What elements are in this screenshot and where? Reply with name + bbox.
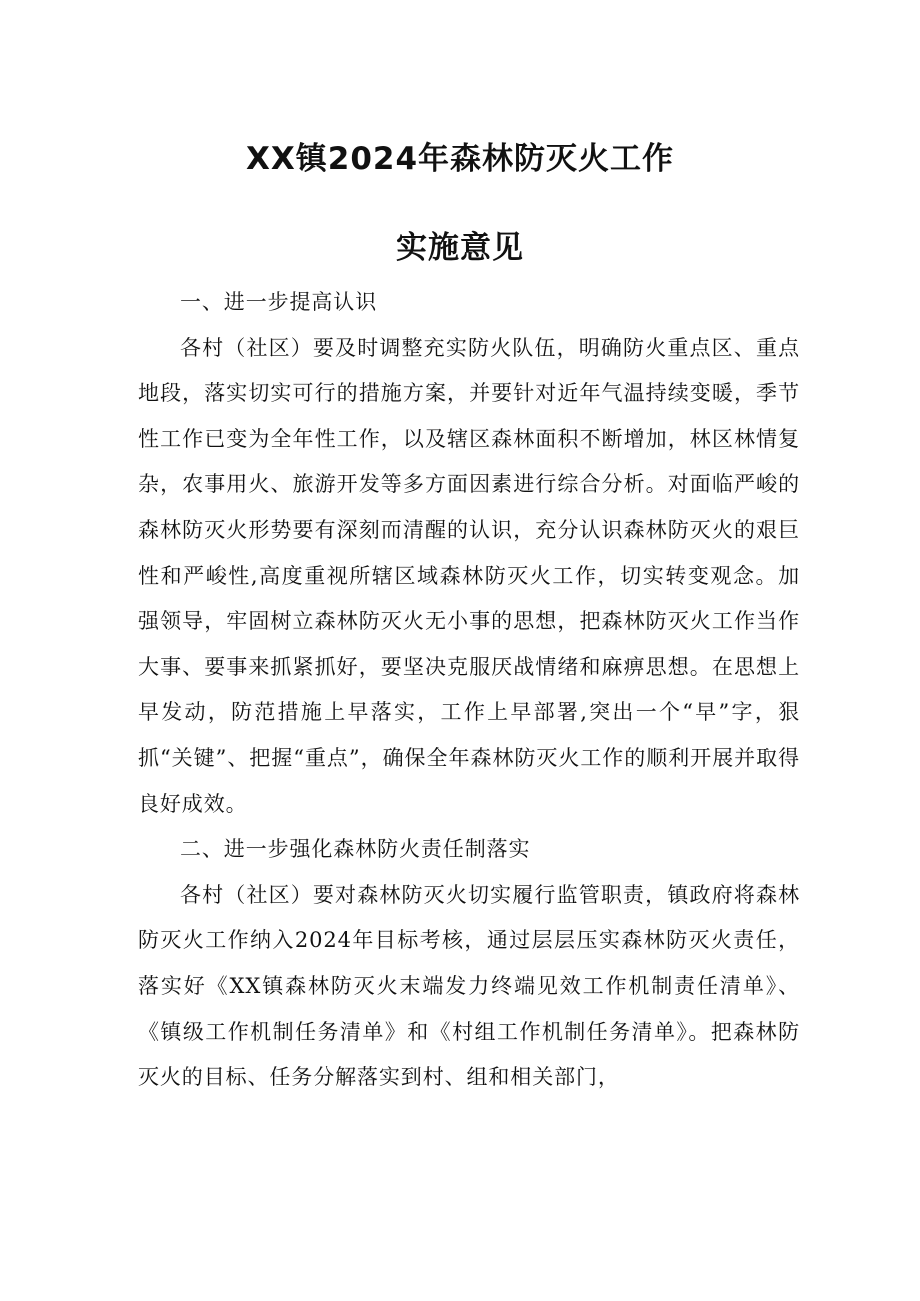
section2-heading: 二、进一步强化森林防火责任制落实 xyxy=(180,837,531,862)
section2-paragraph: 各村（社区）要对森林防灭火切实履行监管职责，镇政府将森林防灭火工作纳入2024年目标考核，通过层层压实森林防灭火责任，落实好《XX镇森林防灭火末端发力终端见效工作机制责任清单》、《镇级工作机制任务清单》和《村组工作机制任务清单》。把森林防灭火的目标、任务分解落实到村、组和相关部门， xyxy=(138,882,800,1090)
document-title-line2: 实施意见 xyxy=(396,230,524,266)
section1-paragraph: 各村（社区）要及时调整充实防火队伍，明确防火重点区、重点地段，落实切实可行的措施方案，并要针对近年气温持续变暖，季节性工作已变为全年性工作，以及辖区森林面积不断增加，林区林情复杂，农事用火、旅游开发等多方面因素进行综合分析。对面临严峻的森林防灭火形势要有深刻而清醒的认识，充分认识森林防灭火的艰巨性和严峻性,高度重视所辖区域森林防灭火工作，切实转变观念。加强领导，牢固树立森林防灭火无小事的思想，把森林防灭火工作当作大事、要事来抓紧抓好，要坚决克服厌战情绪和麻痹思想。在思想上早发动，防范措施上早落实，工作上早部署,突出一个“早”字，狠抓“关键”、把握“重点”，确保全年森林防灭火工作的顺利开展并取得良好成效。 xyxy=(138,335,800,816)
document-title-line1: XX镇2024年森林防灭火工作 xyxy=(245,141,675,177)
section1-heading: 一、进一步提高认识 xyxy=(180,290,378,314)
document-body xyxy=(138,280,800,1101)
